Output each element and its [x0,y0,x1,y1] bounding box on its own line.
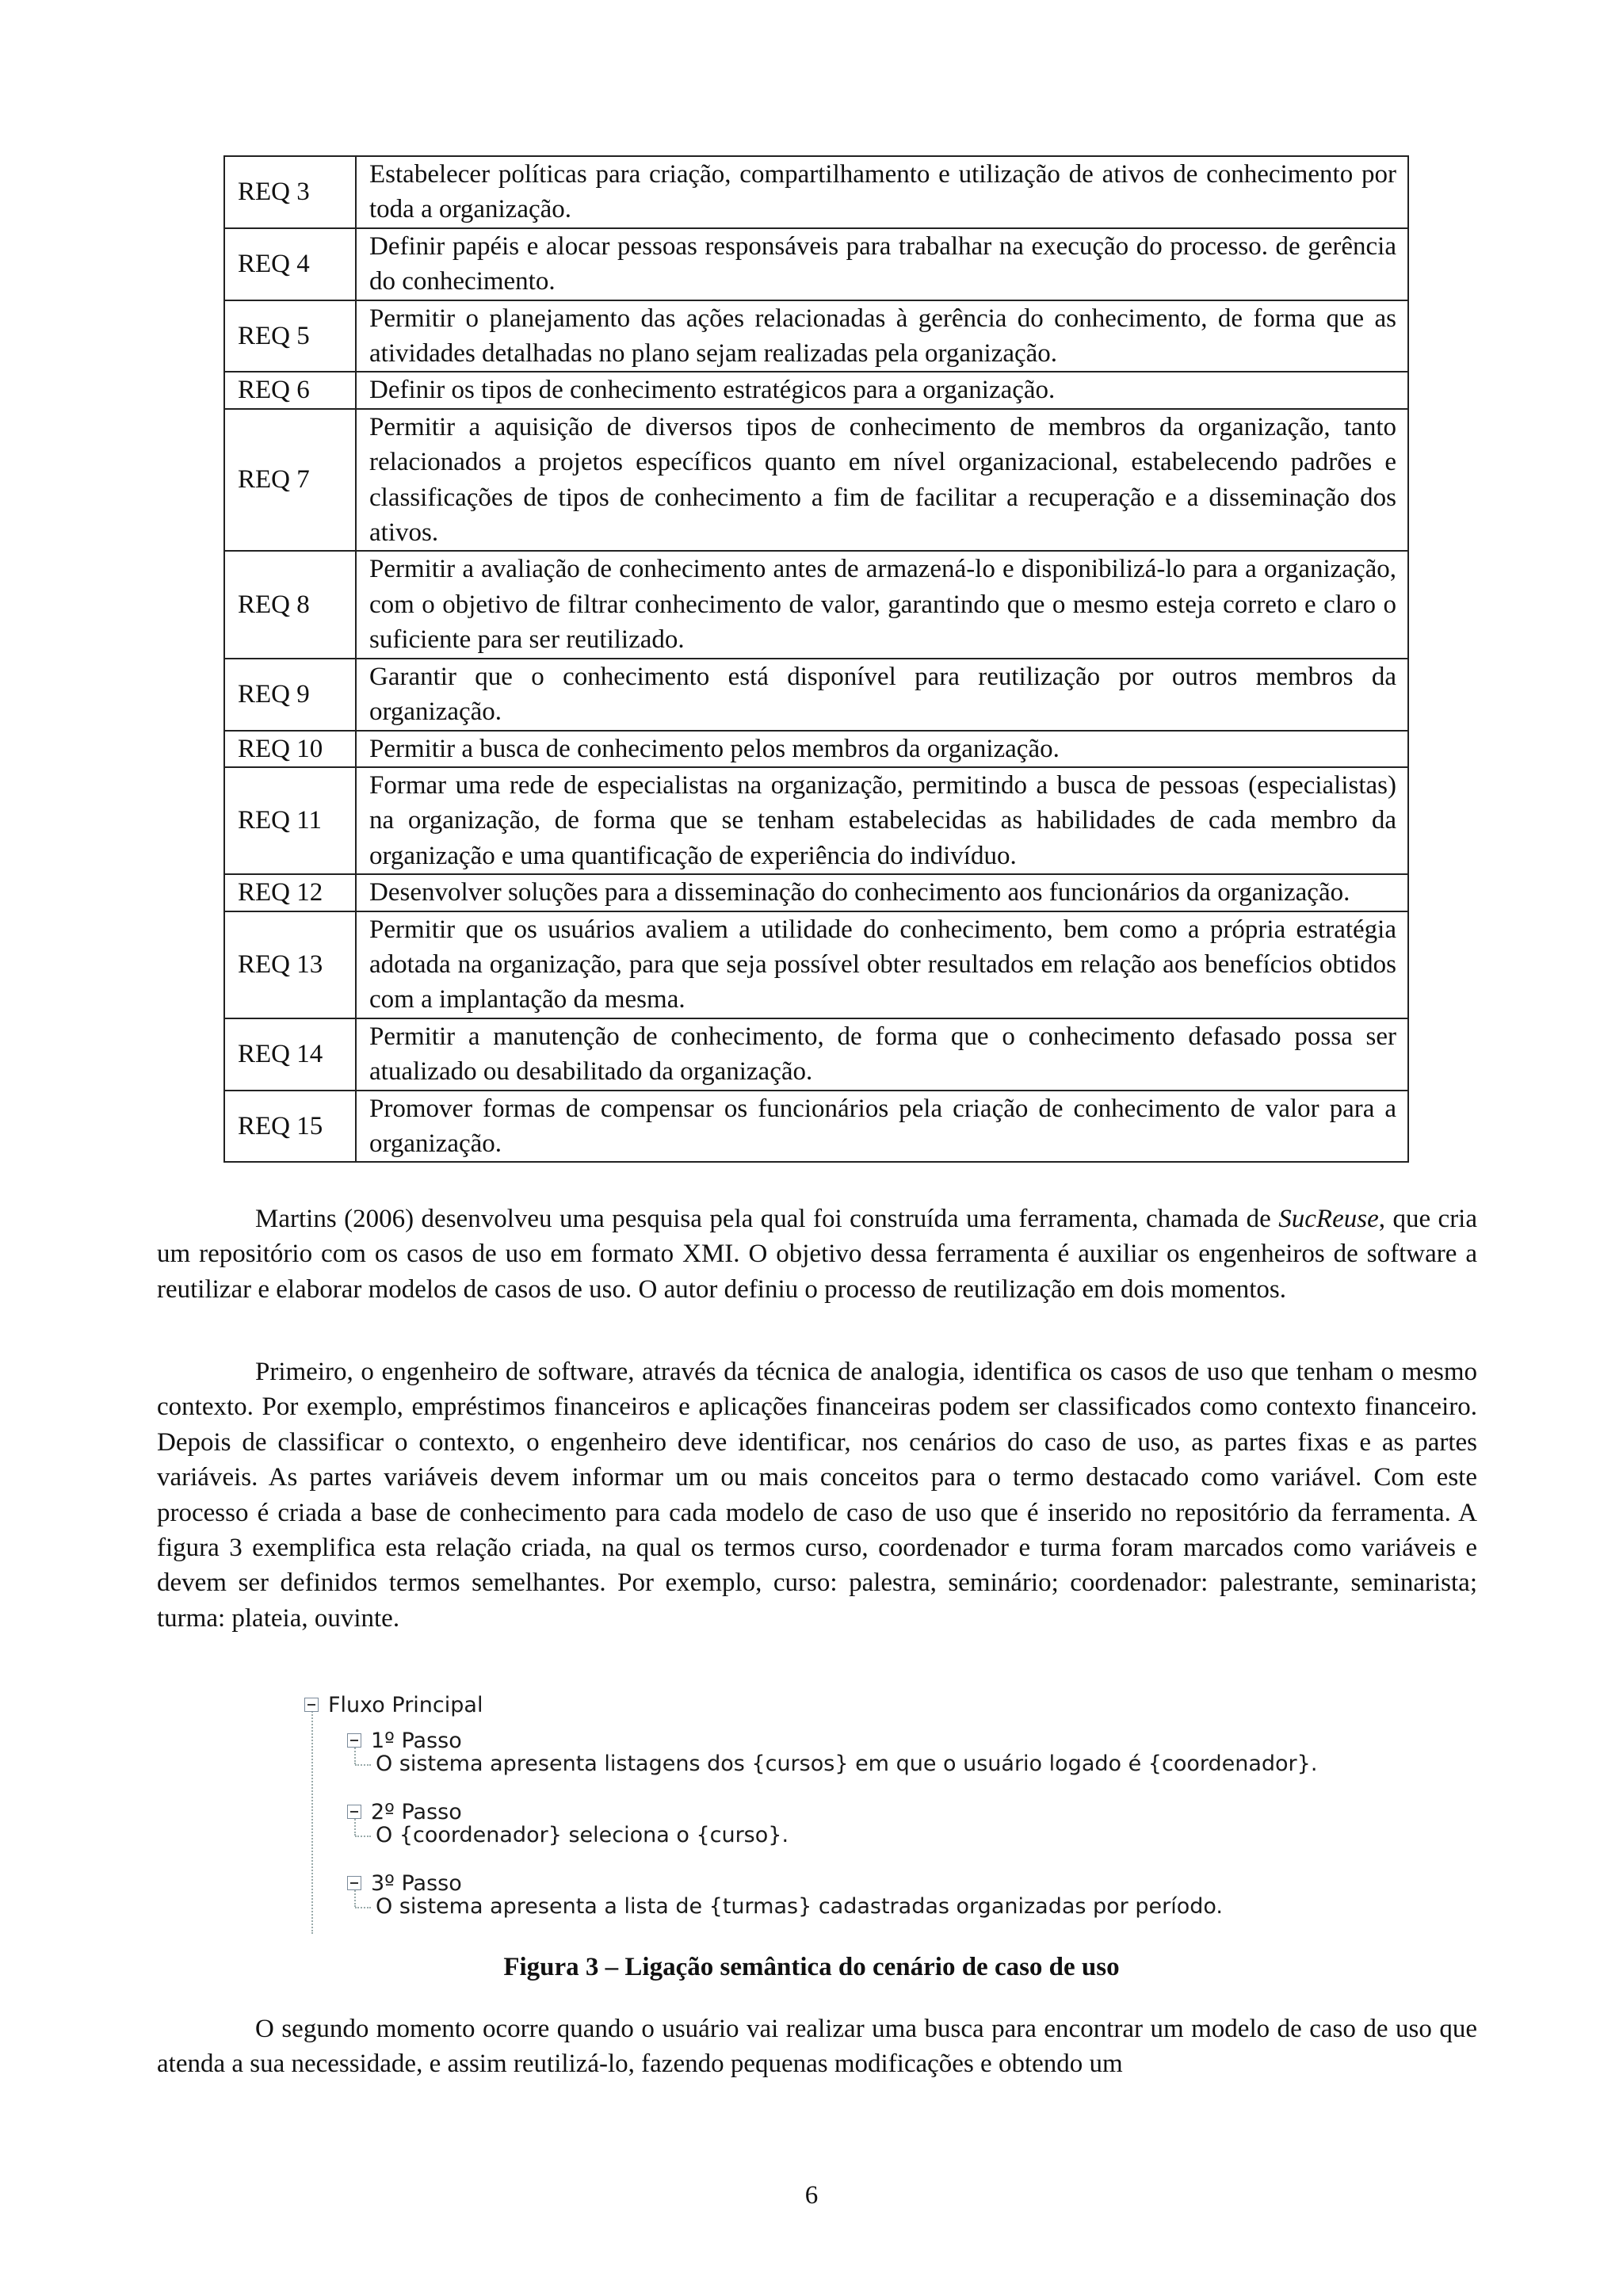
use-case-tree-figure [304,1691,1414,1939]
collapse-icon[interactable] [347,1733,361,1748]
figure-caption: Figura 3 – Ligação semântica do cenário de caso de uso [503,1953,1120,1981]
table-row [224,1018,1408,1091]
table-row [224,156,1408,228]
table-row [224,874,1408,911]
tree-root[interactable]: Fluxo Principal [328,1693,483,1717]
requirement-id: REQ 4 [224,228,356,300]
requirement-description: Formar uma rede de especialistas na organização, permitindo a busca de pessoas (especialistas) na organização, de forma que se tenham estabelecidas as habilidades de cada membro da organização e uma quantificação de experiência do indivíduo. [356,767,1408,874]
requirement-id: REQ 11 [224,767,356,874]
table-row [224,911,1408,1018]
table-row [224,659,1408,731]
tree-step-3-text[interactable]: O sistema apresenta a lista de {turmas} cadastradas organizadas por período. [376,1894,1224,1919]
table-row [224,551,1408,658]
tree-connector [355,1836,371,1837]
requirement-description: Estabelecer políticas para criação, compartilhamento e utilização de ativos de conhecimento por toda a organização. [356,156,1408,228]
collapse-icon[interactable] [347,1805,361,1819]
requirement-id: REQ 10 [224,731,356,767]
tree-step-3[interactable]: 3º Passo [371,1871,462,1896]
requirement-id: REQ 15 [224,1091,356,1163]
requirement-description: Permitir a manutenção de conhecimento, de forma que o conhecimento defasado possa ser atualizado ou desabilitado da organização. [356,1018,1408,1091]
requirements-table [223,155,1409,1163]
requirement-id: REQ 14 [224,1018,356,1091]
requirement-id: REQ 8 [224,551,356,658]
table-row [224,1091,1408,1163]
paragraph-martins-after: , que cria um repositório com os casos de uso em formato XMI. O objetivo dessa ferramenta é auxiliar os engenheiros de software a reutilizar e elaborar modelos de casos de uso. O autor definiu o processo de reutilização em dois momentos. [157,1205,1477,1304]
tree-guide-line [354,1817,356,1836]
requirement-id: REQ 7 [224,409,356,552]
collapse-icon[interactable] [304,1698,319,1712]
requirement-description: Garantir que o conhecimento está disponível para reutilização por outros membros da organização. [356,659,1408,731]
paragraph-martins [157,1201,1477,1307]
requirement-description: Permitir o planejamento das ações relacionadas à gerência do conhecimento, de forma que as atividades detalhadas no plano sejam realizadas pela organização. [356,300,1408,372]
table-row [224,767,1408,874]
table-row [224,731,1408,767]
paragraph-first-moment: Primeiro, o engenheiro de software, através da técnica de analogia, identifica os casos de uso que tenham o mesmo contexto. Por exemplo, empréstimos financeiros e aplicações financeiras podem ser classificados como contexto financeiro. Depois de classificar o contexto, o engenheiro deve identificar, nos cenários do caso de uso, as partes fixas e as partes variáveis. As partes variáveis devem informar um ou mais conceitos para o termo destacado como variável. Com este processo é criada a base de conhecimento para cada modelo de caso de uso que é inserido no repositório da ferramenta. A figura 3 exemplifica esta relação criada, na qual os termos curso, coordenador e turma foram marcados como variáveis e devem ser definidos termos semelhantes. Por exemplo, curso: palestra, seminário; coordenador: palestrante, seminarista; turma: plateia, ouvinte. [157,1358,1477,1633]
collapse-icon[interactable] [347,1876,361,1890]
table-row [224,372,1408,408]
requirement-id: REQ 13 [224,911,356,1018]
table-row [224,228,1408,300]
requirement-description: Definir papéis e alocar pessoas responsáveis para trabalhar na execução do processo. de gerência do conhecimento. [356,228,1408,300]
requirement-description: Permitir a avaliação de conhecimento antes de armazená-lo e disponibilizá-lo para a organização, com o objetivo de filtrar conhecimento de valor, garantindo que o mesmo esteja correto e claro o suficiente para ser reutilizado. [356,551,1408,658]
tree-step-1[interactable]: 1º Passo [371,1729,462,1753]
requirement-description: Definir os tipos de conhecimento estratégicos para a organização. [356,372,1408,408]
paragraph-second-moment: O segundo momento ocorre quando o usuário vai realizar uma busca para encontrar um modelo de caso de uso que atenda a sua necessidade, e assim reutilizá-lo, fazendo pequenas modificações e obtendo um [157,2015,1477,2079]
requirement-description: Desenvolver soluções para a disseminação do conhecimento aos funcionários da organização. [356,874,1408,911]
tree-guide-line [311,1709,313,1934]
requirement-id: REQ 3 [224,156,356,228]
sucreuse-term: SucReuse [1278,1205,1379,1233]
requirement-id: REQ 12 [224,874,356,911]
requirement-description: Permitir que os usuários avaliem a utilidade do conhecimento, bem como a própria estratégia adotada na organização, para que seja possível obter resultados em relação aos benefícios obtidos com a implantação da mesma. [356,911,1408,1018]
paragraph-martins-before: Martins (2006) desenvolveu uma pesquisa pela qual foi construída uma ferramenta, chamada de [255,1205,1279,1233]
tree-step-1-text[interactable]: O sistema apresenta listagens dos {cursos} em que o usuário logado é {coordenador}. [376,1752,1318,1776]
table-row [224,300,1408,372]
requirement-description: Promover formas de compensar os funcionários pela criação de conhecimento de valor para a organização. [356,1091,1408,1163]
tree-step-2[interactable]: 2º Passo [371,1800,462,1824]
requirement-description: Permitir a aquisição de diversos tipos de conhecimento de membros da organização, tanto relacionados a projetos específicos quanto em nível organizacional, estabelecendo padrões e classificações de tipos de conhecimento a fim de facilitar a recuperação e a disseminação dos ativos. [356,409,1408,552]
tree-connector [355,1764,371,1766]
table-row [224,409,1408,552]
requirements-table-body [224,156,1408,1162]
requirement-id: REQ 9 [224,659,356,731]
tree-guide-line [354,1745,356,1764]
page-number: 6 [804,2181,819,2210]
tree-step-2-text[interactable]: O {coordenador} seleciona o {curso}. [376,1823,789,1847]
requirement-id: REQ 5 [224,300,356,372]
tree-guide-line [354,1888,356,1907]
requirement-id: REQ 6 [224,372,356,408]
tree-connector [355,1907,371,1908]
requirement-description: Permitir a busca de conhecimento pelos membros da organização. [356,731,1408,767]
